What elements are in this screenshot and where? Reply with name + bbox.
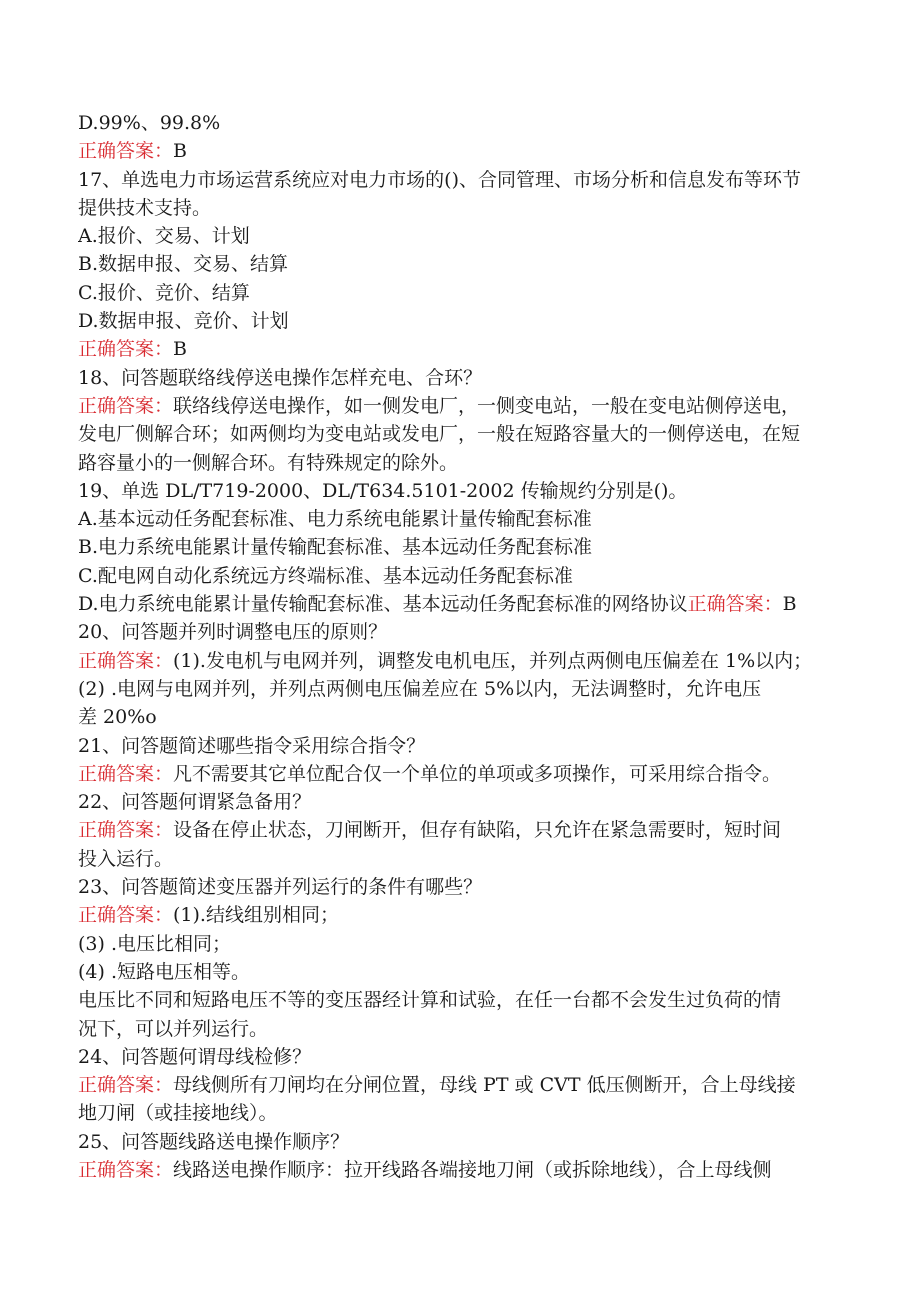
- answer-text: (1).发电机与电网并列，调整发电机电压，并列点两侧电压偏差在 1%以内；: [173, 649, 813, 672]
- answer-line: [78, 137, 858, 165]
- text-line: 地刀闸（或挂接地线）。: [78, 1102, 278, 1125]
- option-line: [78, 590, 858, 618]
- answer-label: 正确答案：: [78, 394, 174, 417]
- option-line: B.电力系统电能累计量传输配套标准、基本远动任务配套标准: [78, 536, 593, 559]
- text-line: 提供技术支持。: [78, 196, 212, 219]
- option-line: D.数据申报、竞价、计划: [78, 310, 289, 333]
- answer-label: 正确答案：: [78, 819, 174, 842]
- answer-line: [78, 1156, 858, 1184]
- question-line: 20、问答题并列时调整电压的原则？: [78, 621, 388, 644]
- text-line: 发电厂侧解合环；如两侧均为变电站或发电厂，一般在短路容量大的一侧停送电，在短: [78, 423, 801, 446]
- question-line: 21、问答题简述哪些指令采用综合指令？: [78, 734, 426, 757]
- answer-text: (1).结线组别相同；: [173, 904, 339, 927]
- option-line: B.数据申报、交易、结算: [78, 253, 289, 276]
- answer-line: [78, 901, 858, 929]
- answer-label: 正确答案：: [78, 762, 174, 785]
- answer-text: 设备在停止状态，刀闸断开，但存有缺陷，只允许在紧急需要时，短时间: [173, 819, 782, 842]
- text-line: 投入运行。: [78, 847, 174, 870]
- option-text: D.电力系统电能累计量传输配套标准、基本远动任务配套标准的网络协议: [78, 593, 688, 616]
- answer-line: [78, 335, 858, 363]
- answer-text: 线路送电操作顺序：拉开线路各端接地刀闸（或拆除地线），合上母线侧: [173, 1158, 772, 1181]
- answer-text: 母线侧所有刀闸均在分闸位置，母线 PT 或 CVT 低压侧断开，合上母线接: [173, 1074, 796, 1097]
- answer-text: 凡不需要其它单位配合仅一个单位的单项或多项操作，可采用综合指令。: [173, 762, 782, 785]
- text-line: (4) .短路电压相等。: [78, 960, 250, 983]
- answer-line: [78, 760, 858, 788]
- option-line: C.报价、竞价、结算: [78, 281, 250, 304]
- answer-label: 正确答案：: [687, 593, 783, 616]
- answer-label: 正确答案：: [78, 904, 174, 927]
- document-page: [78, 109, 858, 1184]
- answer-text: B: [173, 140, 187, 163]
- question-line: 18、问答题联络线停送电操作怎样充电、合环？: [78, 366, 483, 389]
- answer-text: 联络线停送电操作，如一侧发电厂，一侧变电站，一般在变电站侧停送电，: [173, 394, 801, 417]
- answer-label: 正确答案：: [78, 140, 174, 163]
- answer-label: 正确答案：: [78, 1074, 174, 1097]
- answer-line: [78, 392, 858, 420]
- text-line: 电压比不同和短路电压不等的变压器经计算和试验，在任一台都不会发生过负荷的情: [78, 989, 782, 1012]
- option-line: A.报价、交易、计划: [78, 225, 250, 248]
- question-line: 23、问答题简述变压器并列运行的条件有哪些？: [78, 876, 483, 899]
- question-line: 25、问答题线路送电操作顺序？: [78, 1130, 350, 1153]
- text-line: 差 20%o: [78, 706, 157, 729]
- answer-text: B: [782, 593, 797, 616]
- question-line: 24、问答题何谓母线检修？: [78, 1045, 312, 1068]
- text-line: 路容量小的一侧解合环。有特殊规定的除外。: [78, 451, 459, 474]
- answer-line: [78, 647, 858, 675]
- option-line: C.配电网自动化系统远方终端标准、基本远动任务配套标准: [78, 564, 573, 587]
- option-line: A.基本远动任务配套标准、电力系统电能累计量传输配套标准: [78, 508, 592, 531]
- answer-line: [78, 1071, 858, 1099]
- text-line: (3) .电压比相同；: [78, 932, 231, 955]
- text-line: 况下，可以并列运行。: [78, 1017, 269, 1040]
- answer-text: B: [173, 338, 187, 361]
- text-line: D.99%、99.8%: [78, 112, 221, 134]
- answer-label: 正确答案：: [78, 649, 174, 672]
- answer-label: 正确答案：: [78, 338, 174, 361]
- question-line: 17、单选电力市场运营系统应对电力市场的()、合同管理、市场分析和信息发布等环节: [78, 168, 802, 191]
- text-line: (2) .电网与电网并列，并列点两侧电压偏差应在 5%以内，无法调整时，允许电压: [78, 677, 762, 700]
- question-line: 19、单选 DL/T719-2000、DL/T634.5101-2002 传输规约分别是()。: [78, 479, 688, 502]
- question-line: 22、问答题何谓紧急备用？: [78, 791, 312, 814]
- answer-line: [78, 816, 858, 844]
- answer-label: 正确答案：: [78, 1158, 174, 1181]
